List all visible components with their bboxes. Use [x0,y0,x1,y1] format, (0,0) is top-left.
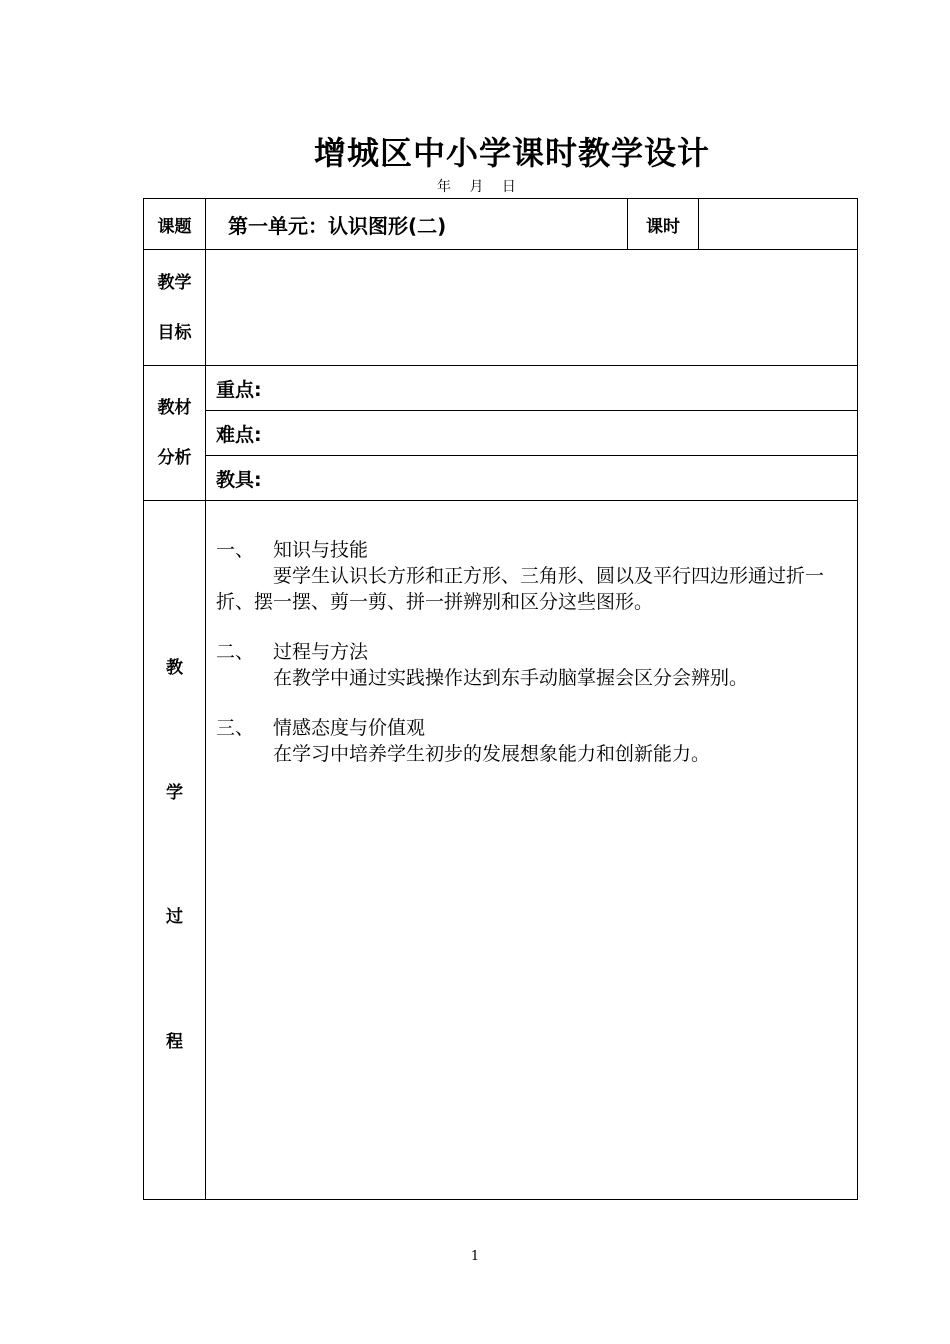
teaching-aids: 教具: [206,456,858,501]
topic-value: 第一单元：认识图形(二) [206,199,628,250]
process-label-char: 程 [166,1032,183,1052]
page-number: 1 [470,1249,480,1264]
section-heading: 情感态度与价值观 [273,717,426,739]
material-label [144,366,206,501]
topic-label: 课题 [144,199,206,250]
section-body: 在学习中培养学生初步的发展想象能力和创新能力。 [273,743,711,765]
section-heading: 过程与方法 [273,641,369,663]
key-points-row [144,366,858,411]
goals-value [206,250,858,366]
section-heading: 知识与技能 [273,539,369,561]
date-line: 年 月 日 [437,179,516,195]
process-label-char: 学 [166,783,183,803]
document-title: 增城区中小学课时教学设计 [313,134,710,172]
goals-row [144,250,858,366]
process-section [216,715,847,767]
material-label-line2: 分析 [157,448,192,468]
teaching-aids-row [144,456,858,501]
goals-label-line2: 目标 [157,322,192,343]
section-number: 三、 [216,717,255,739]
section-number: 一、 [216,539,255,561]
difficult-points: 难点: [206,411,858,456]
period-label: 课时 [628,199,699,250]
process-label [144,501,206,1200]
process-label-char: 过 [166,907,183,927]
process-content [206,501,858,1200]
lesson-plan-table [143,198,858,1200]
material-label-line1: 教材 [157,398,192,418]
section-body: 要学生认识长方形和正方形、三角形、圆以及平行四边形通过折一折、摆一摆、剪一剪、拼一拼辨别和区分这些图形。 [216,565,825,613]
process-row [144,501,858,1200]
key-points: 重点: [206,366,858,411]
goals-label-line1: 教学 [157,272,192,293]
process-section [216,537,847,615]
period-value [699,199,858,250]
goals-label [144,250,206,366]
section-body: 在教学中通过实践操作达到东手动脑掌握会区分会辨别。 [273,667,749,689]
process-section [216,639,847,691]
topic-row [144,199,858,250]
process-label-char: 教 [166,658,183,678]
section-number: 二、 [216,641,255,663]
difficult-points-row [144,411,858,456]
